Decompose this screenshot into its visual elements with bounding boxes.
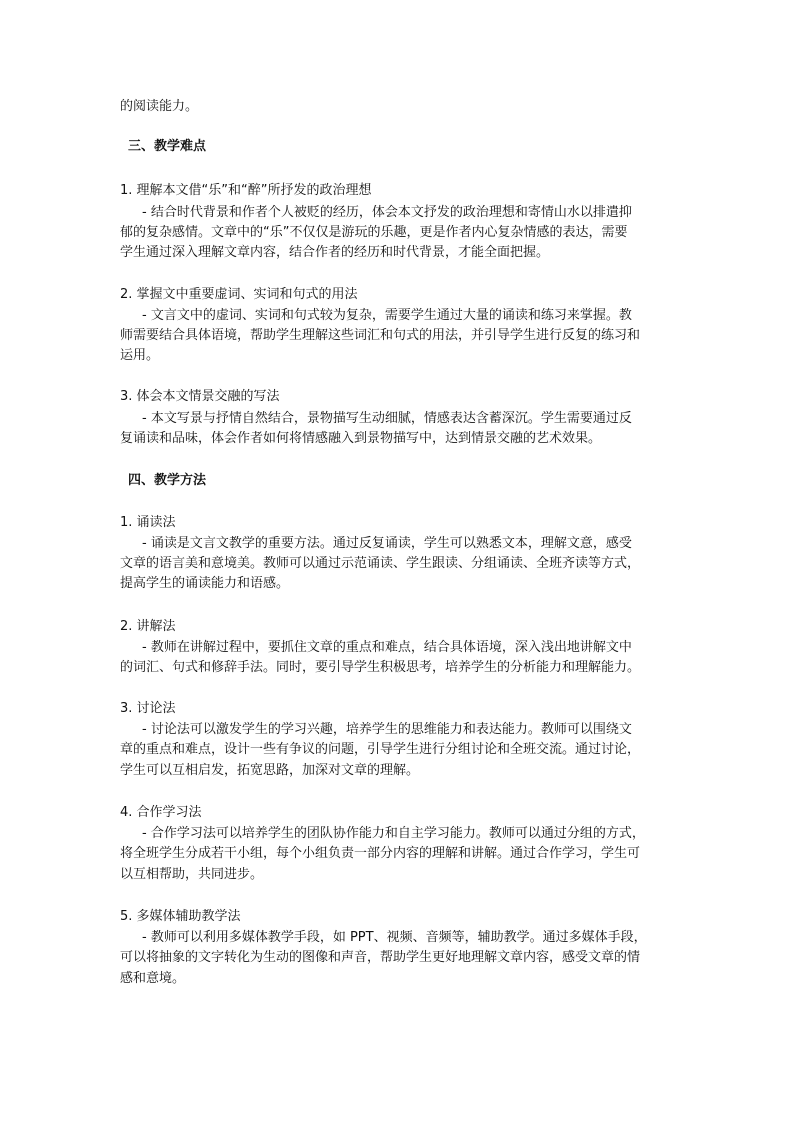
item-title: 1. 理解本文借“乐”和“醉”所抒发的政治理想: [120, 183, 372, 198]
section-heading-difficulties: 三、教学难点: [128, 139, 207, 154]
item-title: 5. 多媒体辅助教学法: [120, 909, 241, 924]
item-line: - 诵读是文言文教学的重要方法。通过反复诵读，学生可以熟悉文本，理解文意，感受: [142, 536, 632, 551]
item-line: 可以将抽象的文字转化为生动的图像和声音，帮助学生更好地理解文章内容，感受文章的情: [120, 950, 641, 965]
item-title: 2. 讲解法: [120, 619, 176, 634]
item-line: 复诵读和品味，体会作者如何将情感融入到景物描写中，达到情景交融的艺术效果。: [120, 431, 602, 446]
item-line: 将全班学生分成若干小组，每个小组负责一部分内容的理解和讲解。通过合作学习，学生可: [120, 846, 641, 861]
item-title: 2. 掌握文中重要虚词、实词和句式的用法: [120, 287, 358, 302]
item-line: 学生通过深入理解文章内容，结合作者的经历和时代背景，才能全面把握。: [120, 245, 550, 260]
item-line: - 文言文中的虚词、实词和句式较为复杂，需要学生通过大量的诵读和练习来掌握。教: [142, 308, 632, 323]
item-line: - 结合时代背景和作者个人被贬的经历，体会本文抒发的政治理想和寄情山水以排遣抑: [142, 205, 632, 220]
item-line: 章的重点和难点，设计一些有争议的问题，引导学生进行分组讨论和全班交流。通过讨论，: [120, 742, 641, 757]
item-line: 学生可以互相启发，拓宽思路，加深对文章的理解。: [120, 763, 420, 778]
item-line: 以互相帮助，共同进步。: [120, 867, 264, 882]
item-title: 3. 体会本文情景交融的写法: [120, 389, 280, 404]
item-line: 的词汇、句式和修辞手法。同时，要引导学生积极思考，培养学生的分析能力和理解能力。: [120, 660, 641, 675]
intro-tail: 的阅读能力。: [120, 99, 199, 114]
item-line: - 讨论法可以激发学生的学习兴趣，培养学生的思维能力和表达能力。教师可以围绕文: [142, 722, 632, 737]
item-line: - 教师可以利用多媒体教学手段，如 PPT、视频、音频等，辅助教学。通过多媒体手段，: [142, 930, 647, 945]
item-line: - 本文写景与抒情自然结合，景物描写生动细腻，情感表达含蓄深沉。学生需要通过反: [142, 411, 632, 426]
item-line: 运用。: [120, 348, 160, 363]
item-title: 1. 诵读法: [120, 515, 176, 530]
item-line: 提高学生的诵读能力和语感。: [120, 576, 290, 591]
item-line: 郁的复杂感情。文章中的“乐”不仅仅是游玩的乐趣，更是作者内心复杂情感的表达，需要: [120, 225, 628, 240]
item-line: - 教师在讲解过程中，要抓住文章的重点和难点，结合具体语境，深入浅出地讲解文中: [142, 640, 632, 655]
section-heading-methods: 四、教学方法: [128, 473, 207, 488]
item-title: 3. 讨论法: [120, 701, 176, 716]
item-line: 师需要结合具体语境，帮助学生理解这些词汇和句式的用法，并引导学生进行反复的练习和: [120, 328, 641, 343]
item-line: - 合作学习法可以培养学生的团队协作能力和自主学习能力。教师可以通过分组的方式，: [142, 826, 645, 841]
item-line: 感和意境。: [120, 971, 186, 986]
item-title: 4. 合作学习法: [120, 805, 202, 820]
item-line: 文章的语言美和意境美。教师可以通过示范诵读、学生跟读、分组诵读、全班齐读等方式，: [120, 556, 641, 571]
